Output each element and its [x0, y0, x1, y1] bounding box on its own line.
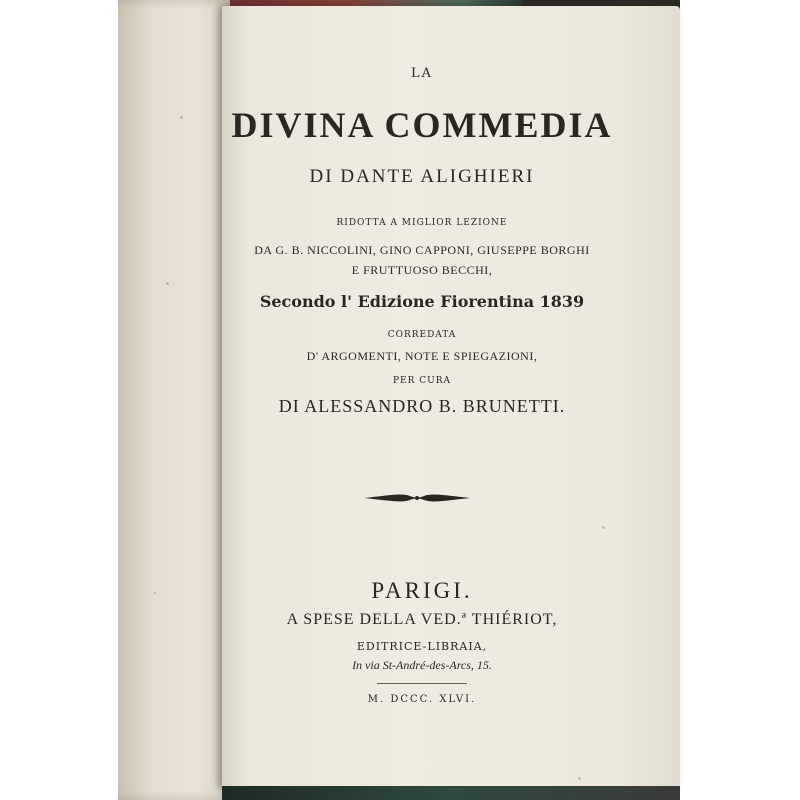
ridotta-line: RIDOTTA A MIGLIOR LEZIONE [336, 218, 508, 228]
imprint-role: EDITRICE-LIBRAIA, [356, 640, 488, 653]
per-cura-line: PER CURA [392, 376, 451, 386]
foxing-spot [166, 282, 169, 285]
foxing-spot [154, 592, 156, 594]
divider-rule [377, 683, 467, 684]
imprint-address: In via St-André-des-Arcs, 15. [352, 658, 492, 672]
foxing-spot [602, 526, 605, 529]
left-page [118, 0, 230, 800]
imprint-year: M. DCCC. XLVI. [367, 694, 477, 705]
ornament-divider-icon [362, 490, 472, 506]
editors-line-2: E FRUTTUOSO BECCHI, [351, 263, 493, 277]
book-author: DI DANTE ALIGHIERI [309, 166, 535, 187]
corredata-line: CORREDATA [387, 330, 457, 340]
imprint-publisher: A SPESE DELLA VED.ª THIÉRIOT, [286, 611, 558, 628]
imprint-city: PARIGI. [371, 578, 473, 603]
book-title: DIVINA COMMEDIA [231, 105, 613, 145]
book-bottom-edge [222, 786, 680, 800]
title-article: LA [410, 66, 434, 81]
argomenti-line: D' ARGOMENTI, NOTE E SPIEGAZIONI, [306, 349, 538, 363]
editors-line-1: DA G. B. NICCOLINI, GINO CAPPONI, GIUSEPPE BORGHI [254, 243, 590, 257]
edition-line: Secondo l' Edizione Fiorentina 1839 [259, 292, 585, 311]
foxing-spot [180, 116, 183, 119]
foxing-spot [578, 777, 581, 780]
curator-line: DI ALESSANDRO B. BRUNETTI. [278, 396, 566, 416]
